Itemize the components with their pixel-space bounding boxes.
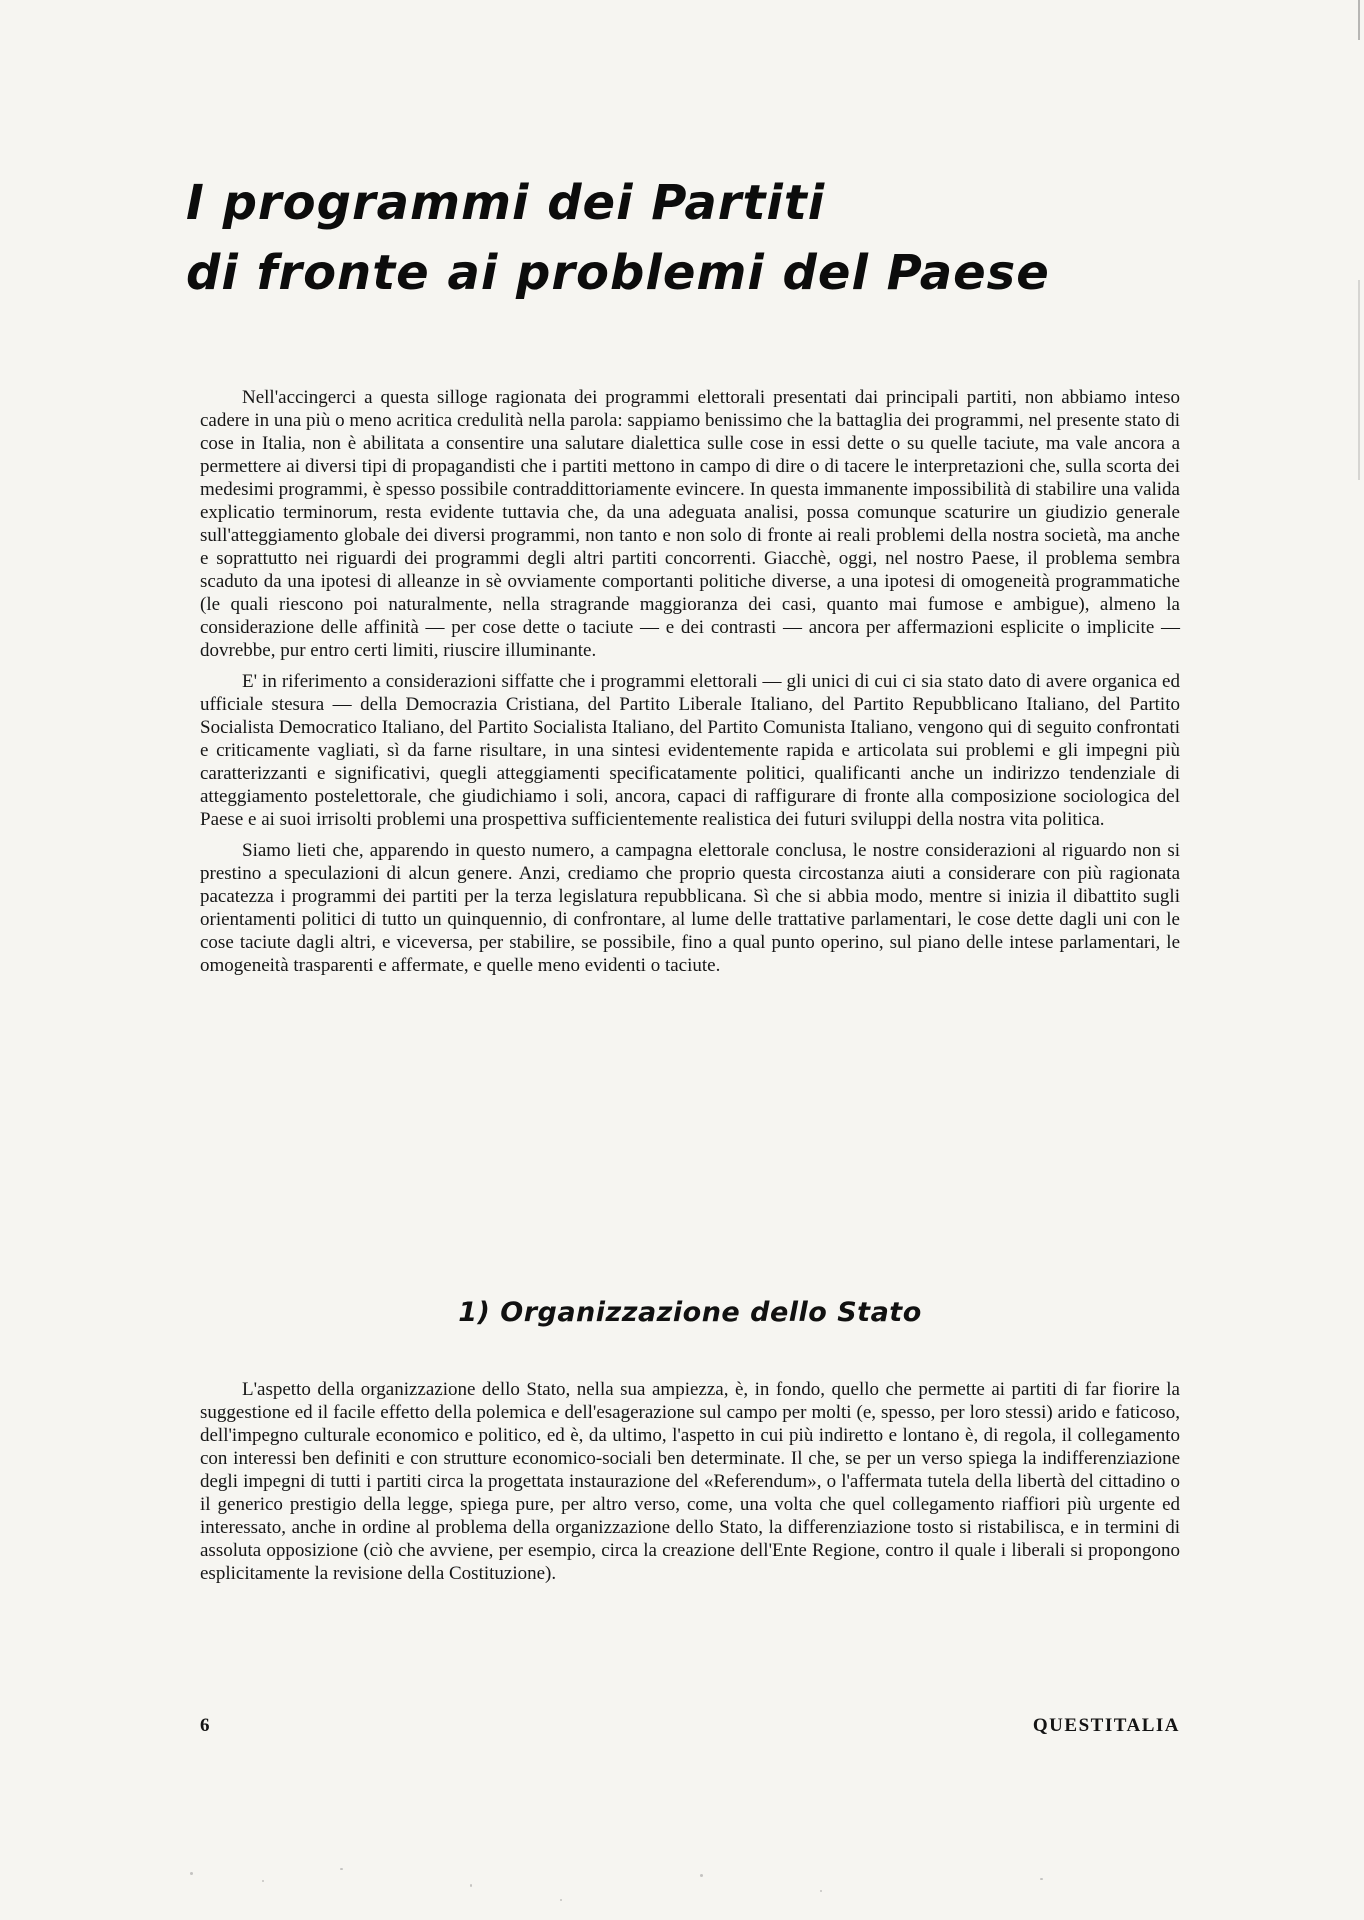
scan-speck bbox=[190, 1872, 193, 1875]
intro-paragraph-2: E' in riferimento a considerazioni siffatte che i programmi elettorali — gli unici di cui ci sia stato dato di avere organica ed ufficiale stesura — della Democrazia Cristiana, del Partito Liberale Italiano, del Partito Repubblicano Italiano, del Partito Socialista Democratico Italiano, del Partito Socialista Italiano, del Partito Comunista Italiano, vengono qui di seguito confrontati e criticamente vagliati, sì da farne risultare, in una sintesi evidentemente rapida e articolata sui problemi e gli impegni più caratterizzanti e significativi, quegli atteggiamenti specificatamente politici, qualificanti anche un indirizzo tendenziale di atteggiamento postelettorale, che giudichiamo i soli, ancora, capaci di raffigurare di fronte alla composizione sociologica del Paese e ai suoi irrisolti problemi una prospettiva sufficientemente realistica dei futuri sviluppi della nostra vita politica. bbox=[200, 671, 1180, 830]
intro-body bbox=[200, 386, 1180, 985]
scan-speck bbox=[700, 1874, 703, 1877]
section-heading: 1) Organizzazione dello Stato bbox=[458, 1297, 922, 1328]
scan-edge-mark bbox=[1358, 0, 1360, 40]
scan-speck bbox=[560, 1899, 562, 1901]
page-footer bbox=[200, 1715, 1180, 1745]
intro-paragraph-1: Nell'accingerci a questa silloge ragionata dei programmi elettorali presentati dai principali partiti, non abbiamo inteso cadere in una più o meno acritica credulità nella parola: sappiamo benissimo che la battaglia dei programmi, nel presente stato di cose in Italia, non è abilitata a consentire una salutare dialettica sulle cose in essi dette o su quelle taciute, ma vale ancora a permettere ai diversi tipi di propagandisti che i partiti mettono in campo di dire o di tacere le interpretazioni che, sulla scorta dei medesimi programmi, è spesso possibile contraddittoriamente evincere. In questa immanente impossibilità di stabilire una valida explicatio terminorum, resta evidente tuttavia che, da una adeguata analisi, possa comunque scaturire un giudizio generale sull'atteggiamento globale dei diversi programmi, non tanto e non solo di fronte ai reali problemi della nostra società, ma anche e soprattutto nei riguardi dei programmi degli altri partiti concorrenti. Giacchè, oggi, nel nostro Paese, il problema sembra scaduto da una ipotesi di alleanze in sè ovviamente comportanti politiche diverse, a una ipotesi di omogeneità programmatiche (le quali riescono poi naturalmente, nella stragrande maggioranza dei casi, quanto mai fumose e ambigue), almeno la considerazione delle affinità — per cose dette o taciute — e dei contrasti — ancora per affermazioni esplicite o implicite — dovrebbe, pur entro certi limiti, riuscire illuminante. bbox=[200, 387, 1180, 661]
article-title-line-2: di fronte ai problemi del Paese bbox=[186, 245, 1050, 301]
article-title-line-1: I programmi dei Partiti bbox=[186, 175, 826, 231]
publication-name: QUESTITALIA bbox=[1032, 1715, 1180, 1736]
scan-speck bbox=[262, 1880, 264, 1882]
section-body bbox=[200, 1378, 1180, 1593]
scan-edge-mark bbox=[1358, 280, 1360, 480]
scan-speck bbox=[340, 1868, 343, 1870]
article-title bbox=[186, 168, 1186, 308]
scan-speck bbox=[1040, 1878, 1043, 1880]
intro-paragraph-3: Siamo lieti che, apparendo in questo numero, a campagna elettorale conclusa, le nostre considerazioni al riguardo non si prestino a speculazioni di alcun genere. Anzi, crediamo che proprio questa circostanza aiuti a considerare con più ragionata pacatezza i programmi dei partiti per la terza legislatura repubblicana. Sì che si abbia modo, mentre si inizia il dibattito sugli orientamenti politici di tutto un quinquennio, di confrontare, al lume delle trattative parlamentari, le cose dette dagli uni con le cose taciute dagli altri, e viceversa, per stabilire, se possibile, fino a qual punto operino, sul piano delle intese parlamentari, le omogeneità trasparenti e affermate, e quelle meno evidenti o taciute. bbox=[200, 840, 1180, 976]
scan-speck bbox=[820, 1890, 822, 1892]
section-paragraph-1: L'aspetto della organizzazione dello Stato, nella sua ampiezza, è, in fondo, quello che permette ai partiti di far fiorire la suggestione ed il facile effetto della polemica e dell'esagerazione sul campo per molti (e, spesso, per loro stessi) arido e faticoso, dell'impegno culturale economico e politico, ed è, da ultimo, l'aspetto in cui più indiretto e lontano è, di regola, il collegamento con interessi ben definiti e con strutture economico-sociali ben determinate. Il che, se per un verso spiega la indifferenziazione degli impegni di tutti i partiti circa la progettata instaurazione del «Referendum», o l'affermata tutela della libertà del cittadino o il generico prestigio della legge, spiega pure, per altro verso, come, una volta che quel collegamento riaffiori più urgente ed interessato, anche in ordine al problema della organizzazione dello Stato, la differenziazione tosto si ristabilisca, e in termini di assoluta opposizione (ciò che avviene, per esempio, circa la creazione dell'Ente Regione, contro il quale i liberali si propongono esplicitamente la revisione della Costituzione). bbox=[200, 1379, 1180, 1584]
scan-speck bbox=[470, 1884, 472, 1887]
page-number: 6 bbox=[200, 1715, 210, 1736]
